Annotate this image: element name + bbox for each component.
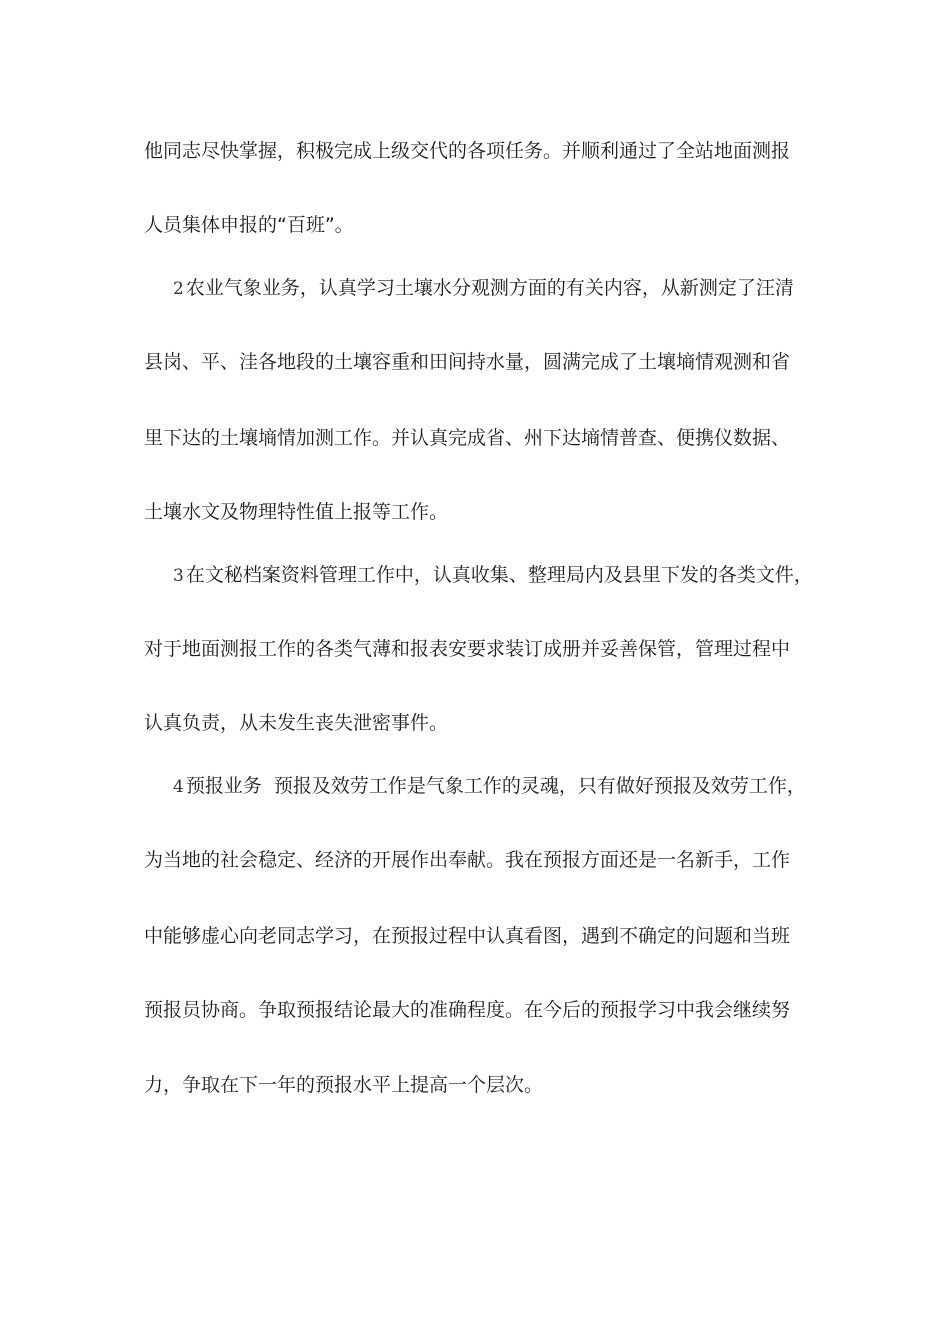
numbered-paragraph-line (173, 563, 853, 588)
paragraph-line: 里下达的土壤墒情加测工作。并认真完成省、州下达墒情普查、便携仪数据、 (144, 427, 791, 449)
paragraph-line: 县岗、平、洼各地段的土壤容重和田间持水量，圆满完成了土壤墒情观测和省 (144, 351, 791, 373)
numbered-paragraph-line (173, 774, 853, 799)
paragraph-line: 中能够虚心向老同志学习，在预报过程中认真看图，遇到不确定的问题和当班 (144, 925, 791, 947)
paragraph-line: 他同志尽快掌握，积极完成上级交代的各项任务。并顺利通过了全站地面测报 (144, 140, 791, 162)
paragraph-line: 为当地的社会稳定、经济的开展作出奉献。我在预报方面还是一名新手，工作 (144, 849, 791, 871)
paragraph-line: 预报员协商。争取预报结论最大的准确程度。在今后的预报学习中我会继续努 (144, 999, 791, 1021)
paragraph-line: 力，争取在下一年的预报水平上提高一个层次。 (144, 1074, 544, 1096)
item-number: 2 (173, 279, 184, 299)
item-number: 3 (173, 566, 184, 586)
paragraph-text: 农业气象业务，认真学习土壤水分观测方面的有关内容，从新测定了汪清 (185, 277, 794, 299)
paragraph-text: 预报业务 预报及效劳工作是气象工作的灵魂，只有做好预报及效劳工作， (185, 775, 806, 797)
paragraph-line: 认真负责，从未发生丧失泄密事件。 (144, 712, 449, 734)
numbered-paragraph-line (173, 276, 853, 301)
paragraph-text: 在文秘档案资料管理工作中，认真收集、整理局内及县里下发的各类文件， (185, 564, 813, 586)
item-number: 4 (173, 777, 184, 797)
paragraph-line: 土壤水文及物理特性值上报等工作。 (144, 501, 449, 523)
paragraph-line: 人员集体申报的“百班”。 (144, 214, 354, 236)
paragraph-line: 对于地面测报工作的各类气薄和报表安要求装订成册并妥善保管，管理过程中 (144, 638, 791, 660)
